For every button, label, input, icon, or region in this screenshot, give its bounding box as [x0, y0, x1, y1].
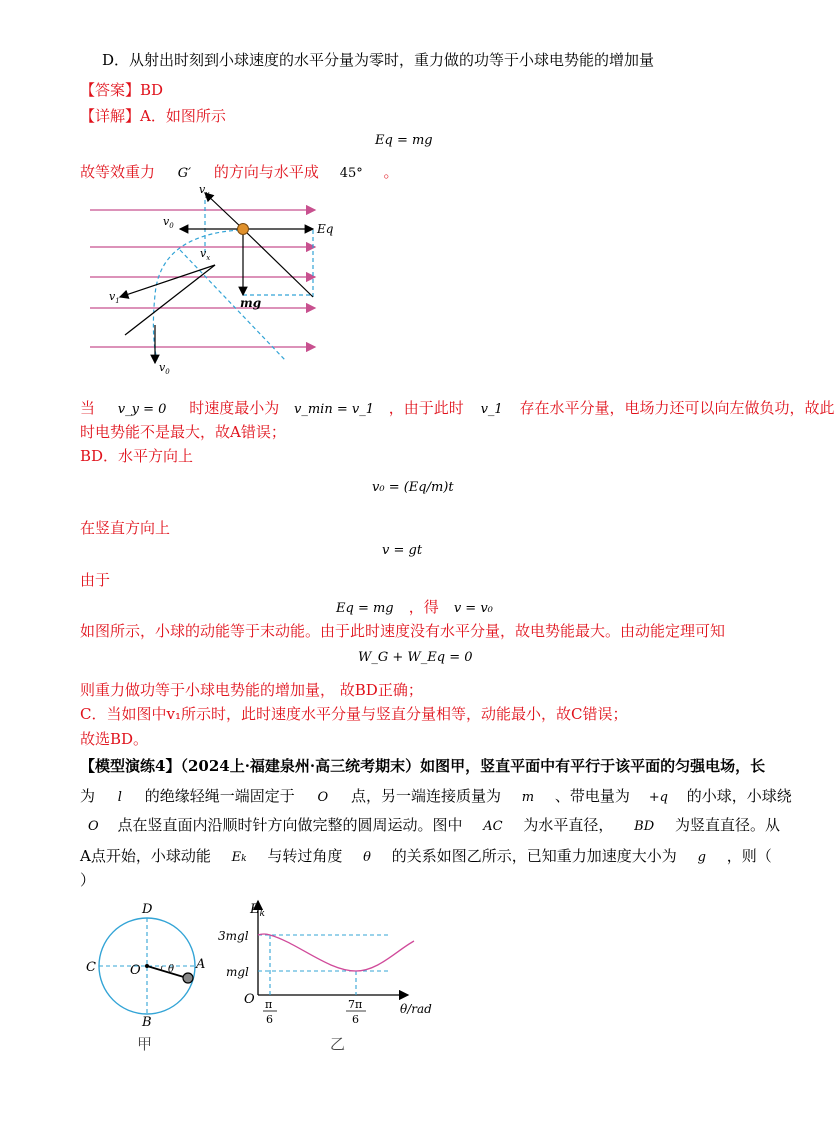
detail-a-text: A．如图所示	[140, 107, 226, 125]
formula-vy0: v_y = 0	[117, 402, 167, 417]
question-text-3a: 点在竖直面内沿顺时针方向做完整的圆周运动。图中	[117, 816, 463, 834]
label-vx-sub: x	[206, 254, 211, 262]
label-v-final: v	[159, 361, 166, 374]
when-mid2: ，由于此时	[388, 399, 464, 417]
conclusion-line: 则重力做功等于小球电势能的增加量， 故BD正确；	[80, 681, 423, 699]
question-text-3b: 为水平直径，	[523, 816, 614, 834]
caption-yi: 乙	[330, 1035, 346, 1053]
angle-arc	[161, 966, 162, 970]
eq-get-line	[336, 596, 493, 617]
select-line: 故选BD。	[80, 730, 149, 748]
kinetic-line: 如图所示，小球的动能等于末动能。由于此时速度没有水平分量，故电势能最大。由动能定理可知	[80, 622, 726, 640]
get-label: ，得	[408, 598, 439, 616]
answer-label: 【答案】	[80, 81, 141, 99]
svg-text:v0	[163, 215, 174, 230]
trajectory-dashed	[153, 230, 240, 360]
question-text-2c: 点，另一端连接质量为	[351, 787, 502, 805]
symbol-g: g	[697, 850, 706, 865]
svg-text:Ek	[249, 902, 265, 919]
formula-v-gt: v = gt	[382, 543, 423, 558]
when-line	[80, 398, 834, 420]
question-source: （2024上·福建泉州·高三统考期末）	[180, 757, 421, 775]
question-text-2d: 、带电量为	[554, 787, 630, 805]
question-line-5: ）	[80, 871, 96, 889]
formula-v0-eqt: v₀ = (Eq/m)t	[372, 480, 454, 495]
symbol-l: l	[117, 790, 122, 805]
option-d-text: D．从射出时刻到小球速度的水平分量为零时，重力做的功等于小球电势能的增加量	[102, 51, 655, 69]
vector-v1	[120, 265, 215, 297]
question-text-4c: 的关系如图乙所示，已知重力加速度大小为	[391, 847, 677, 865]
symbol-theta: θ	[363, 850, 371, 865]
ek-graph	[218, 895, 448, 1030]
equiv-gravity-end: 。	[383, 163, 399, 181]
label-vx: v	[200, 247, 207, 260]
symbol-plus-q: +q	[648, 790, 668, 805]
label-vy: v	[199, 183, 206, 196]
label-vy-sub: y	[205, 190, 210, 198]
label-b: B	[142, 1015, 152, 1030]
tick-7pi6-num: 7π	[348, 998, 363, 1011]
ek-axis-label: E	[250, 902, 260, 917]
label-v-final-sub: 0	[165, 368, 170, 376]
when-end: 存在水平分量，电场力还可以向左做负功，故此	[519, 399, 834, 417]
tick-pi6-den: 6	[266, 1013, 273, 1026]
vector-resultant	[243, 229, 313, 297]
formula-v1: v_1	[480, 402, 503, 417]
vector-vy	[205, 193, 243, 229]
symbol-g-prime: G′	[177, 166, 192, 181]
vertical-line: 在竖直方向上	[80, 519, 171, 537]
question-line-2	[80, 786, 792, 808]
formula-work: W_G + W_Eq = 0	[358, 650, 473, 665]
equiv-gravity-mid: 的方向与水平成	[213, 163, 319, 181]
label-origin: O	[244, 992, 255, 1007]
pivot-point	[145, 964, 149, 968]
svg-text:v0	[159, 361, 170, 376]
label-c: C	[86, 960, 96, 975]
vector-diag	[125, 265, 215, 335]
because-line: 由于	[80, 571, 111, 589]
symbol-ac: AC	[483, 819, 503, 834]
symbol-bd: BD	[634, 819, 655, 834]
ek-axis-label-sub: k	[259, 909, 265, 919]
svg-text:vy	[199, 183, 210, 198]
label-theta: θ	[168, 964, 175, 975]
label-v1-sub: 1	[115, 297, 120, 305]
option-c-line: C．当如图中v₁所示时，此时速度水平分量与竖直分量相等，动能最小，故C错误；	[80, 705, 628, 723]
label-a: A	[196, 957, 206, 972]
charged-ball	[238, 224, 249, 235]
symbol-ek	[232, 850, 247, 865]
detail-label: 【详解】	[80, 107, 141, 125]
question-text-4b: 与转过角度	[267, 847, 343, 865]
label-d: D	[142, 902, 153, 917]
label-eq: Eq	[317, 222, 334, 236]
when-prefix: 当	[80, 399, 96, 417]
question-text-2e: 的小球，小球绕	[686, 787, 792, 805]
question-text-3c: 为竖直直径。从	[674, 816, 780, 834]
symbol-o-2: O	[88, 819, 99, 834]
equiv-gravity-prefix: 故等效重力	[80, 163, 156, 181]
velocity-diagram	[85, 183, 334, 380]
tick-pi6-num: π	[265, 998, 273, 1011]
string-line	[147, 966, 187, 978]
formula-eq-mg-2: Eq = mg	[336, 601, 394, 616]
label-o: O	[130, 963, 141, 978]
bd-line: BD．水平方向上	[80, 447, 194, 465]
label-3mgl: 3mgl	[218, 929, 249, 943]
svg-text:vx	[200, 247, 210, 262]
answer-line	[80, 80, 163, 100]
question-line-1	[80, 756, 765, 776]
answer-value: BD	[140, 81, 164, 99]
label-mg: mg	[240, 296, 262, 310]
when-line-2: 时电势能不是最大，故A错误；	[80, 423, 286, 441]
symbol-45deg: 45°	[339, 166, 363, 181]
label-mgl: mgl	[226, 965, 249, 979]
equiv-gravity-line	[80, 162, 399, 184]
symbol-m: m	[521, 790, 535, 805]
diag-dashed	[180, 250, 285, 360]
question-title: 【模型演练4】	[80, 757, 181, 775]
formula-eq-mg: Eq = mg	[375, 133, 433, 148]
circle-diagram	[82, 898, 217, 1028]
svg-text:v1	[109, 290, 120, 305]
question-text-2a: 为	[80, 787, 96, 805]
formula-v-v0: v = v₀	[453, 601, 493, 616]
tick-7pi6-den: 6	[352, 1013, 359, 1026]
caption-jia: 甲	[137, 1035, 153, 1053]
when-mid1: 时速度最小为	[189, 399, 280, 417]
symbol-ek-sub: k	[241, 854, 247, 864]
question-line-4	[80, 846, 772, 869]
symbol-o-1: O	[317, 790, 329, 805]
formula-vmin: v_min = v_1	[294, 402, 374, 417]
label-v1: v	[109, 290, 116, 303]
question-text-4a: A点开始，小球动能	[80, 847, 211, 865]
label-v0-sub: 0	[169, 222, 174, 230]
ek-curve	[258, 934, 414, 971]
question-text-1: 如图甲，竖直平面中有平行于该平面的匀强电场，长	[420, 757, 766, 775]
question-text-4d: ，则（	[726, 847, 772, 865]
detail-line	[80, 106, 226, 126]
symbol-ek-main: E	[231, 850, 242, 865]
small-ball	[183, 973, 193, 983]
label-v0: v	[163, 215, 170, 228]
x-axis-label: θ/rad	[400, 1002, 432, 1016]
question-line-3	[80, 815, 780, 837]
question-text-2b: 的绝缘轻绳一端固定于	[144, 787, 295, 805]
